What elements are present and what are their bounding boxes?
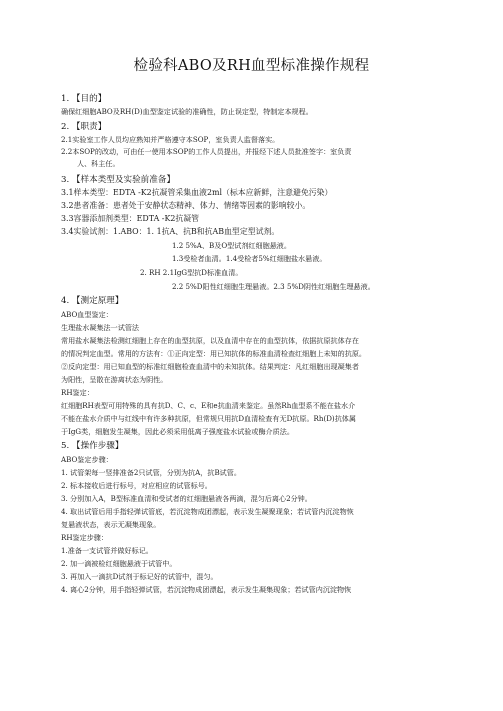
paragraph-line: RH鉴定步骤：: [61, 533, 108, 542]
step-line: 2. 标本接收后进行标号，对应相应的试管标号。: [61, 481, 212, 490]
section-heading-sample: 3. 【样本类型及实验前准备】: [61, 175, 176, 185]
paragraph-line: ABO鉴定步骤：: [61, 455, 113, 464]
section-heading-principle: 4. 【测定原理】: [61, 296, 124, 306]
paragraph-line: 常用盐水凝集法检测红细胞上存在的血型抗原，以及血清中存在的血型抗体，依据抗原抗体存在: [61, 336, 359, 345]
paragraph-line: 的情况判定血型。常用的方法有：①正向定型：用已知抗体的标准血清检查红细胞上未知的抗原。: [61, 349, 367, 358]
step-line: 4. 离心2分钟，用手指轻弹试管，若沉淀物成团漂起，表示发生凝集现象；若试管内沉淀物恢: [61, 585, 352, 594]
paragraph-line: 生理盐水凝集法一试管法: [61, 323, 140, 332]
section-heading-responsibility: 2. 【职责】: [61, 122, 107, 132]
subsection-line: 3.4实验试剂：1.ABO：1. 1抗A、抗B和抗AB血型定型试剂。: [61, 227, 280, 236]
step-line: 4. 取出试管后用手指轻弹试管底，若沉淀物成团漂起，表示发生凝聚现象；若试管内沉淀物恢: [61, 507, 354, 516]
paragraph-line: 确保红细胞ABO及RH(D)血型鉴定试验的准确性，防止误定型，特制定本规程。: [61, 107, 313, 116]
paragraph-line: RH鉴定：: [61, 388, 94, 397]
subsection-line: 3.3容器添加剂类型：EDTA -K2抗凝管: [61, 214, 200, 223]
paragraph-line: 红细胞RH表型可用特殊的具有抗D、C、c、E和e抗血清来鉴定。虽然Rh血型系不能在盐水介: [61, 401, 356, 410]
paragraph-line: 人、科主任。: [77, 159, 120, 168]
subsection-line: 3.1样本类型：EDTA -K2抗凝管采集血液2ml（标本应新鲜，注意避免污染）: [61, 188, 333, 197]
paragraph-line: 不能在盐水介质中与红线中有许多种抗原，但常规只用抗D血清检查有无D抗原。Rh(D)抗体属: [61, 414, 356, 423]
step-line: 复悬液状态，表示无凝集现象。: [61, 520, 161, 529]
paragraph-line: 为阳性，呈散在游离状态为阴性。: [61, 375, 168, 384]
paragraph-line: ABO血型鉴定：: [61, 310, 113, 319]
step-line: 3. 再加入一滴抗D试剂于标记好的试管中，混匀。: [61, 572, 218, 581]
reagent-line: 2. RH 2.1IgG型抗D标准血清。: [140, 268, 243, 277]
paragraph-line: 2.1实验室工作人员均应熟知并严格遵守本SOP，室负责人监督落实。: [61, 135, 280, 144]
reagent-line: 2.2 5%D阳性红细胞生理悬液。2.3 5%D阴性红细胞生理悬液。: [172, 282, 375, 291]
reagent-line: 1.3受检者血清。1.4受检者5%红细胞盐水悬液。: [172, 254, 327, 263]
section-heading-purpose: 1. 【目的】: [61, 94, 107, 104]
paragraph-line: 于IgG类，细胞发生凝集，因此必须采用低离子强度盐水试验或酶介质法。: [61, 427, 294, 436]
step-line: 2. 加一滴被检红细胞悬液于试管中。: [61, 559, 177, 568]
step-line: 3. 分别加入A，B型标准血清和受试者的红细胞悬液各两滴，混匀后离心2分钟。: [61, 494, 312, 503]
section-heading-procedure: 5. 【操作步骤】: [61, 441, 124, 451]
paragraph-line: ②反向定型：用已知血型的标准红细胞检查血清中的未知抗体。结果判定：凡红细胞出现凝集者: [61, 362, 359, 371]
step-line: 1.准备一支试管并做好标记。: [61, 546, 153, 555]
reagent-line: 1.2 5%A、B及O型试剂红细胞悬液。: [172, 241, 291, 250]
paragraph-line: 2.2本SOP的改动，可由任一使用本SOP的工作人员提出，并报经下述人员批准签字：室负责: [61, 147, 352, 156]
document-title: 检验科ABO及RH血型标准操作规程: [133, 58, 370, 74]
subsection-line: 3.2患者准备：患者处于安静状态精神、体力、情绪等因素的影响较小。: [61, 201, 311, 210]
step-line: 1. 试管架每一竖排准备2只试管，分别为抗A，抗B试管。: [61, 468, 241, 477]
